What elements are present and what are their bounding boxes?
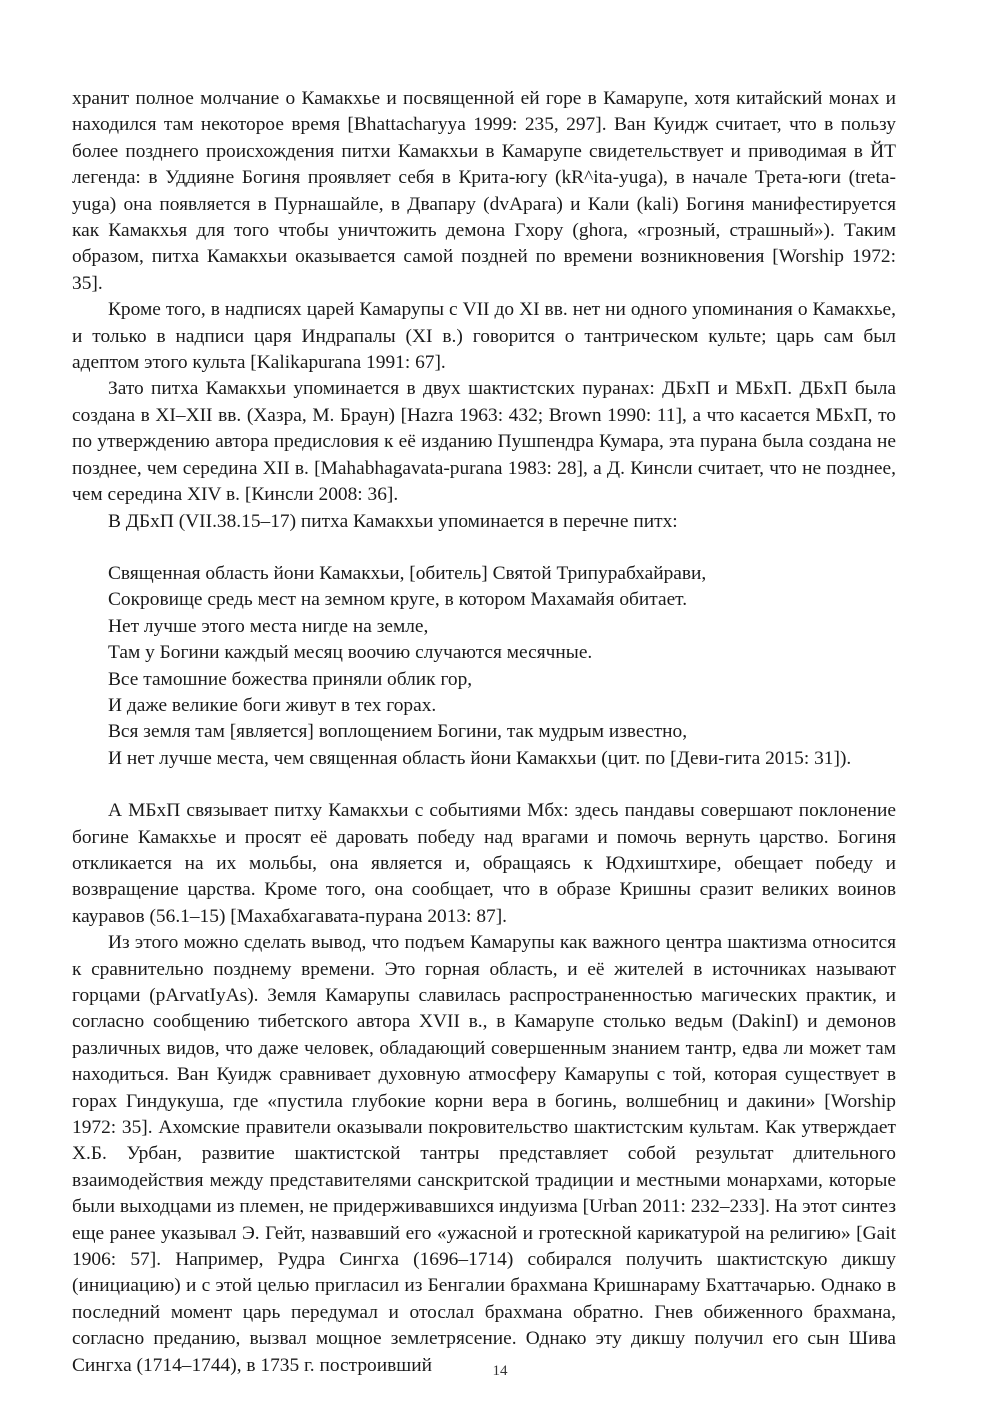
quoted-poem: [108, 561, 896, 772]
poem-line: Священная область йони Камакхьи, [обитель] Святой Трипурабхайрави,: [108, 562, 707, 584]
poem-line: Там у Богини каждый месяц воочию случаются месячные.: [108, 642, 593, 664]
poem-line: Сокровище средь мест на земном круге, в котором Махамайя обитает.: [108, 589, 688, 611]
page-number: 14: [492, 1363, 508, 1379]
page-body: [72, 86, 896, 1379]
poem-line: Нет лучше этого места нигде на земле,: [108, 615, 429, 637]
poem-line: Все тамошние божества приняли облик гор,: [108, 668, 473, 690]
poem-line: И даже великие боги живут в тех горах.: [108, 694, 437, 716]
paragraph-continuation: хранит полное молчание о Камакхье и посвященной ей горе в Камарупе, хотя китайский монах и находился там некоторое время [Bhattacharyya 1999: 235, 297]. Ван Куидж считает, что в пользу более позднего происхождения питхи Камакхьи в Камарупе свидетельствует и приводимая в ЙТ легенда: в Уддияне Богиня проявляет себя в Крита-югу (kR^ita-yuga), в начале Трета-юги (treta-yuga) она появляется в Пурнашайле, в Двапару (dvApara) и Кали (kali) Богиня манифестируется как Камакхья для того чтобы уничтожить демона Гхору (ghora, «грозный, страшный»). Таким образом, питха Камакхьи оказывается самой поздней по времени возникновения [Worship 1972: 35].: [72, 88, 896, 294]
paragraph-puranas: Зато питха Камакхьи упоминается в двух шактистских пуранах: ДБхП и МБхП. ДБхП была создана в XI–XII вв. (Хазра, М. Браун) [Hazra 1963: 432; Brown 1990: 11], а что касается МБхП, то по утверждению автора предисловия к её изданию Пушпендра Кумара, эта пурана была создана не позднее, чем середина XII в. [Mahabhagavata-purana 1983: 28], а Д. Кинсли считает, что не позднее, чем середина XIV в. [Кинсли 2008: 36].: [72, 378, 896, 506]
poem-line: Вся земля там [является] воплощением Богини, так мудрым известно,: [108, 721, 688, 743]
paragraph-inscriptions: Кроме того, в надписях царей Камарупы с VII до XI вв. нет ни одного упоминания о Камакхье, и только в надписи царя Индрапалы (XI в.) говорится о тантрическом культе; царь сам был адептом этого культа [Kalikapurana 1991: 67].: [72, 299, 896, 374]
paragraph-conclusion: Из этого можно сделать вывод, что подъем Камарупы как важного центра шактизма относится к сравнительно позднему времени. Это горная область, и её жителей в источниках называют горцами (pArvatIyAs). Земля Камарупы славилась распространенностью магических практик, и согласно сообщению тибетского автора XVII в., в Камарупе столько ведьм (DakinI) и демонов различных видов, что даже человек, обладающий совершенным знанием тантр, едва ли может там находиться. Ван Куидж сравнивает духовную атмосферу Камарупы с той, которая существует в горах Гиндукуша, где «пустила глубокие корни вера в богинь, волшебниц и дакини» [Worship 1972: 35]. Ахомские правители оказывали покровительство шактистским культам. Как утверждает Х.Б. Урбан, развитие шактистской тантры представляет собой результат длительного взаимодействия между представителями санскритской традиции и местными монархами, которые были выходцами из племен, не придерживавшихся индуизма [Urban 2011: 232–233]. На этот синтез еще ранее указывал Э. Гейт, назвавший его «ужасной и гротескной карикатурой на религию» [Gait 1906: 57]. Например, Рудра Сингха (1696–1714) собирался получить шактистскую дикшу (инициацию) и с этой целью пригласил из Бенгалии брахмана Кришнараму Бхаттачарью. Однако в последний момент царь передумал и отослал брахмана обратно. Гнев обиженного брахмана, согласно преданию, вызвал мощное землетрясение. Однако эту дикшу получил его сын Шива Сингха (1714–1744), в 1735 г. построивший: [72, 932, 896, 1376]
paragraph-poem-intro: В ДБхП (VII.38.15–17) питха Камакхьи упоминается в перечне питх:: [108, 510, 678, 532]
paragraph-mbhp: А МБхП связывает питху Камакхьи с событиями Мбх: здесь пандавы совершают поклонение богине Камакхье и просят её даровать победу над врагами и помочь вернуть царство. Богиня откликается на их мольбы, она является и, обращаясь к Юдхиштхире, обещает победу и возвращение царства. Кроме того, она сообщает, что в образе Кришны сразит великих воинов кауравов (56.1–15) [Махабхагавата-пурана 2013: 87].: [72, 800, 896, 927]
poem-line: И нет лучше места, чем священная область йони Камакхьи (цит. по [Деви-гита 2015: 31]).: [108, 747, 852, 769]
